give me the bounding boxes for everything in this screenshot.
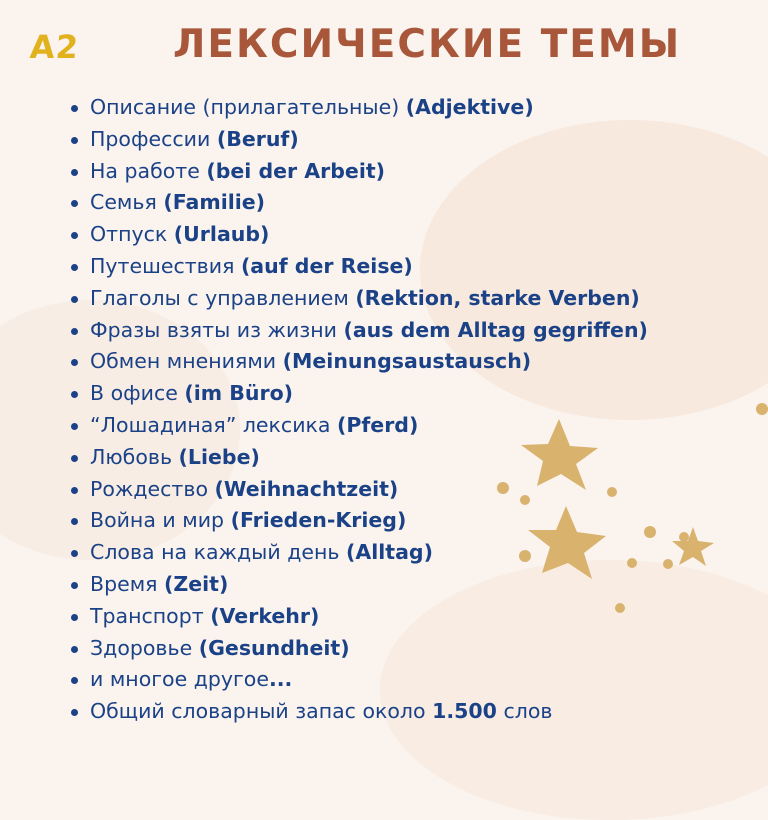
page-title: ЛЕКСИЧЕСКИЕ ТЕМЫ [173,22,682,67]
topic-de: (Adjektive) [405,95,534,119]
dot-icon [627,558,637,568]
topic-ru: Профессии [90,126,217,151]
topic-ru: Фразы взяты из жизни [90,317,344,342]
topic-de: (Frieden-Krieg) [230,508,407,533]
topic-de: (Rektion, starke Verben) [355,285,640,310]
dot-icon [497,482,509,494]
dot-icon [756,403,768,415]
topic-de: ... [268,667,293,692]
topic-ru: Рождество [90,476,215,501]
dot-icon [663,559,673,569]
topic-ru: и многое другое [90,667,269,692]
topic-ru: Здоровье [90,635,199,660]
topic-de: (Weihnachtzeit) [214,476,399,501]
topic-ru: На работе [90,158,207,183]
topic-de: (Verkehr) [210,603,320,628]
topic-ru: Транспорт [90,603,211,628]
summary-suffix: слов [496,699,553,724]
level-badge: A2 [28,28,81,66]
dot-icon [644,526,656,538]
topic-de: (Pferd) [336,412,419,437]
topic-de: (auf der Reise) [240,253,413,278]
topic-ru: “Лошадиная” лексика [90,412,337,437]
summary-prefix: Общий словарный запас около [90,699,433,724]
dot-icon [520,495,530,505]
topic-ru: Отпуск [90,222,174,247]
topic-de: (Urlaub) [173,222,270,247]
topic-ru: Описание (прилагательные) [90,95,406,119]
topic-ru: Время [90,571,165,596]
topic-ru: Война и мир [90,508,231,533]
dot-icon [615,603,625,613]
topic-ru: Путешествия [90,253,241,278]
topic-de: (Meinungsaustausch) [282,349,532,374]
topic-de: (Liebe) [178,444,260,469]
topic-ru: Слова на каждый день [90,540,346,565]
topic-de: (Beruf) [216,126,299,151]
topic-ru: Обмен мнениями [90,349,283,374]
topic-ru: В офисе [90,381,185,406]
topic-de: (Familie) [163,190,266,215]
star-icon [672,527,714,566]
topic-de: (bei der Arbeit) [206,158,386,183]
topic-de: (Zeit) [164,571,229,596]
topic-ru: Семья [90,190,164,215]
star-icon [528,506,606,579]
topic-de: (aus dem Alltag gegriffen) [343,317,648,342]
topic-de: (Gesundheit) [198,635,350,660]
dot-icon [519,550,531,562]
star-icon [521,419,598,490]
topic-de: (im Büro) [184,381,294,406]
dot-icon [679,532,689,542]
word-count: 1.500 [432,699,497,724]
dot-icon [607,487,617,497]
topic-ru: Любовь [90,444,179,469]
topic-de: (Alltag) [346,540,433,565]
topic-ru: Глаголы с управлением [90,285,356,310]
